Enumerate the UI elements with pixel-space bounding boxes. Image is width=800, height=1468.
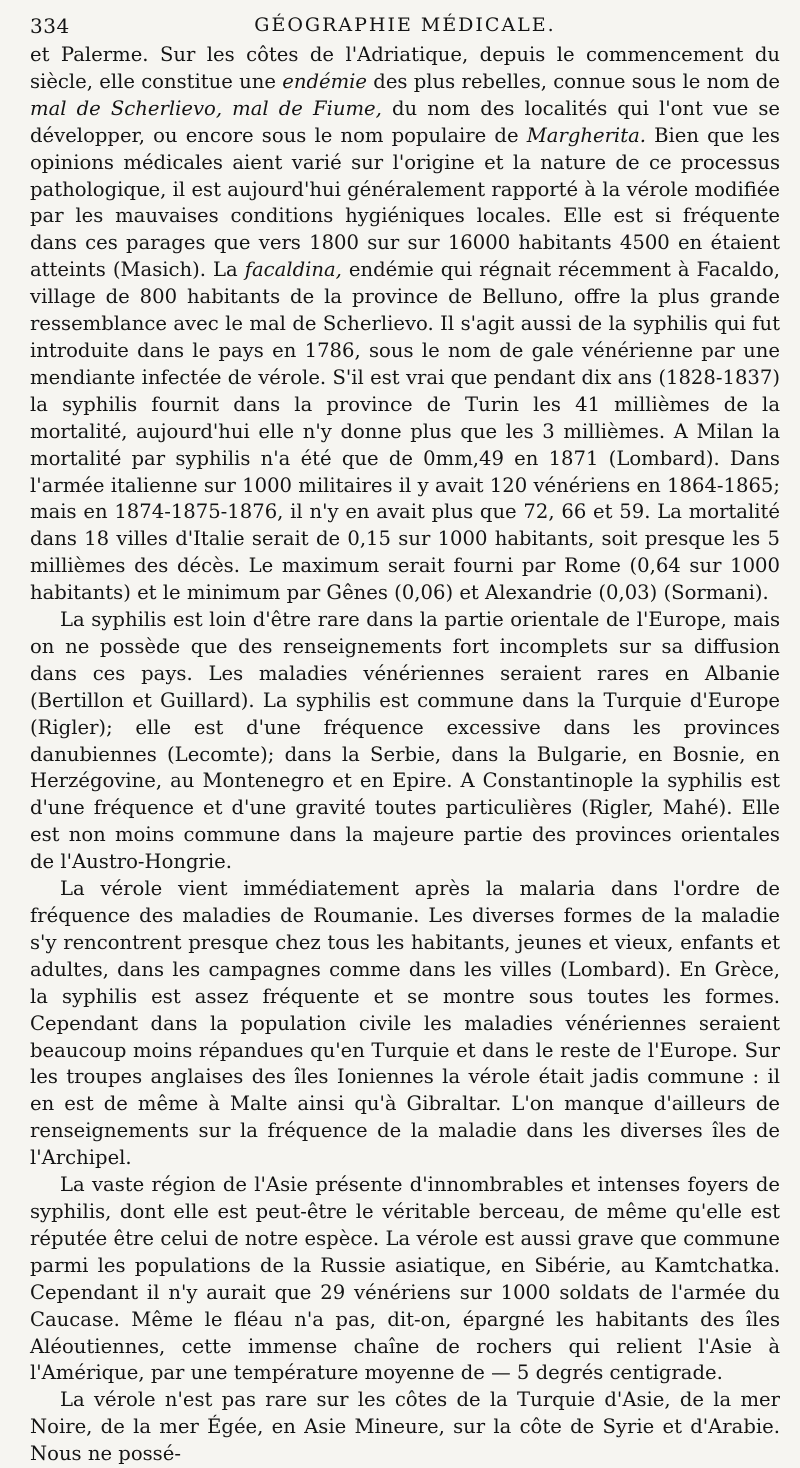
- text-run: Bien que les opinions médicales aient varié sur l'origine et la nature de ce processus pathologique, il est aujourd'hui généralement rapporté à la vérole modifiée par les mauvaises conditions hygiéniques locales. Elle est si fréquente dans ces parages que vers 1800 sur sur 16000 habitants 4500 en étaient atteints (Masich). La: [30, 123, 780, 282]
- text-run: La vérole vient immédiatement après la malaria dans l'ordre de fréquence des maladies de Roumanie. Les diverses formes de la maladie s'y rencontrent presque chez tous les habitants, jeunes et vieux, enfants et adultes, dans les campagnes comme dans les villes (Lombard). En Grèce, la syphilis est assez fréquente et se montre sous toutes les formes. Cependant dans la population civile les maladies vénériennes seraient beaucoup moins répandues qu'en Turquie et dans le reste de l'Europe. Sur les troupes anglaises des îles Ioniennes la vérole était jadis commune : il en est de même à Malte ainsi qu'à Gibraltar. L'on manque d'ailleurs de renseignements sur la fréquence de la maladie dans les diverses îles de l'Archipel.: [30, 877, 780, 1170]
- text-run: La syphilis est loin d'être rare dans la partie orientale de l'Europe, mais on ne possède que des renseignements fort incomplets sur sa diffusion dans ces pays. Les maladies vénériennes seraient rares en Albanie (Bertillon et Guillard). La syphilis est commune dans la Turquie d'Europe (Rigler); elle est d'une fréquence excessive dans les provinces danubiennes (Lecomte); dans la Serbie, dans la Bulgarie, en Bosnie, en Herzégovine, au Montenegro et en Epire. A Constantinople la syphilis est d'une fréquence et d'une gravité toutes particulières (Rigler, Mahé). Elle est non moins commune dans la majeure partie des provinces orientales de l'Austro-Hongrie.: [30, 608, 780, 874]
- text-run: des plus rebelles, connue sous le nom de: [367, 69, 780, 93]
- italic-text: endémie: [282, 69, 368, 93]
- paragraph: [30, 42, 780, 607]
- page-number: 334: [30, 14, 70, 38]
- italic-text: Margherita.: [526, 123, 646, 147]
- text-run: et Palerme. Sur les côtes de l'Adriatique, depuis le commencement du siècle, elle constitue une: [30, 43, 780, 93]
- body-text: [30, 42, 780, 1468]
- italic-text: facaldina,: [244, 258, 342, 282]
- text-run: La vaste région de l'Asie présente d'innombrables et intenses foyers de syphilis, dont elle est peut-être le véritable berceau, de même qu'elle est réputée être celui de notre espèce. La vérole est aussi grave que commune parmi les populations de la Russie asiatique, en Sibérie, au Kamtchatka. Cependant il n'y aurait que 29 vénériens sur 1000 soldats de l'armée du Caucase. Même le fléau n'a pas, dit-on, épargné les habitants des îles Aléoutiennes, cette immense chaîne de rochers qui relient l'Asie à l'Amérique, par une température moyenne de — 5 degrés centigrade.: [30, 1173, 780, 1385]
- paragraph: [30, 607, 780, 876]
- text-run: endémie qui régnait récemment à Facaldo, village de 800 habitants de la province de Belluno, offre la plus grande ressemblance avec le mal de Scherlievo. Il s'agit aussi de la syphilis qui fut introduite dans le pays en 1786, sous le nom de gale vénérienne par une mendiante infectée de vérole. S'il est vrai que pendant dix ans (1828-1837) la syphilis fournit dans la province de Turin les 41 millièmes de la mortalité, aujourd'hui elle n'y donne plus que les 3 millièmes. A Milan la mortalité par syphilis n'a été que de 0mm,49 en 1871 (Lombard). Dans l'armée italienne sur 1000 militaires il y avait 120 vénériens en 1864-1865; mais en 1874-1875-1876, il n'y en avait plus que 72, 66 et 59. La mortalité dans 18 villes d'Italie serait de 0,15 sur 1000 habitants, soit presque les 5 millièmes des décès. Le maximum serait fourni par Rome (0,64 sur 1000 habitants) et le minimum par Gênes (0,06) et Alexandrie (0,03) (Sormani).: [30, 258, 780, 605]
- text-run: La vérole n'est pas rare sur les côtes de la Turquie d'Asie, de la mer Noire, de la mer Égée, en Asie Mineure, sur la côte de Syrie et d'Arabie. Nous ne possé-: [30, 1388, 780, 1466]
- paragraph: [30, 1172, 780, 1387]
- paragraph: [30, 1387, 780, 1468]
- running-title: GÉOGRAPHIE MÉDICALE.: [254, 14, 556, 36]
- page-header: [30, 8, 780, 42]
- paragraph: [30, 876, 780, 1172]
- text-run: du nom des localités qui l'ont vue se développer, ou encore sous le nom populaire de: [30, 96, 780, 147]
- italic-text: mal de Scherlievo, mal de Fiume,: [30, 96, 382, 120]
